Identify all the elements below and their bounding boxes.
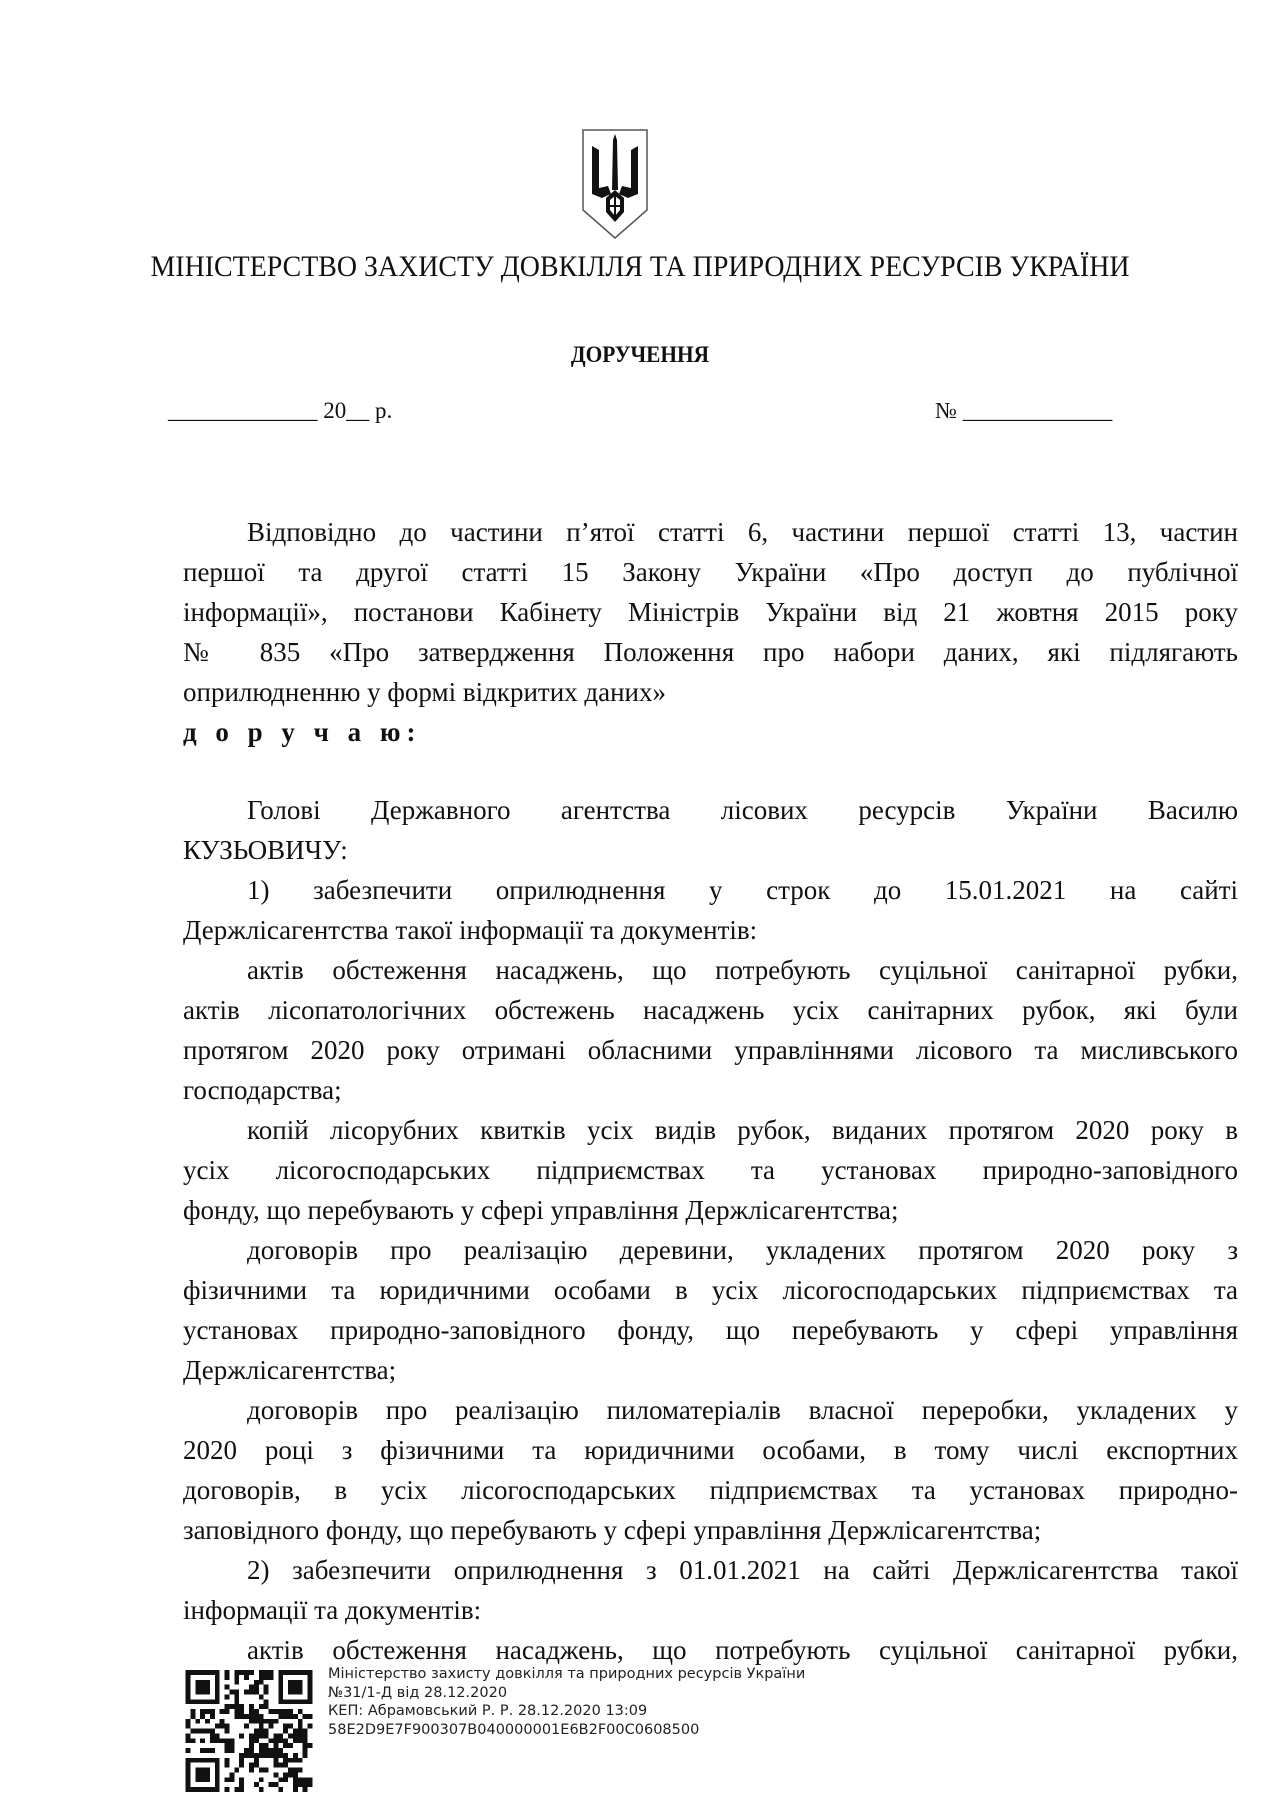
qr-module [210,1729,215,1734]
qr-module [264,1675,269,1680]
document-title: ДОРУЧЕННЯ [570,342,710,367]
body-line: інформації», постанови Кабінету Міністрів України від 21 жовтня 2015 року [183,597,1238,627]
qr-module [234,1768,239,1773]
qr-module [225,1709,230,1714]
qr-module [254,1729,259,1734]
qr-module [239,1733,244,1738]
qr-module [259,1787,264,1792]
qr-module [249,1709,254,1714]
qr-module [186,1738,191,1743]
qr-module [269,1719,274,1724]
qr-module [234,1787,239,1792]
qr-module [303,1748,308,1753]
qr-module [254,1685,259,1690]
qr-module [278,1733,283,1738]
body-line: КУЗЬОВИЧУ: [183,835,348,865]
qr-module [264,1733,269,1738]
qr-module [288,1758,293,1763]
qr-module [273,1748,278,1753]
body-line: копій лісорубних квитків усіх видів рубок, виданих протягом 2020 року в [247,1115,1238,1145]
qr-module [215,1738,220,1743]
qr-module [278,1709,283,1714]
qr-module [303,1738,308,1743]
qr-module [200,1714,205,1719]
qr-module [259,1777,264,1782]
qr-module [273,1719,278,1724]
qr-module [264,1685,269,1690]
qr-module [259,1733,264,1738]
qr-module [234,1694,239,1699]
trident-emblem-icon [580,128,650,240]
qr-module [239,1763,244,1768]
qr-module [288,1709,293,1714]
qr-module [225,1729,230,1734]
qr-module [229,1772,234,1777]
qr-module [264,1768,269,1773]
qr-module [239,1670,244,1675]
qr-module [269,1675,274,1680]
qr-module [254,1719,259,1724]
qr-module [259,1714,264,1719]
qr-module [303,1782,308,1787]
qr-module [186,1719,191,1724]
qr-module [259,1719,264,1724]
ministry-name: МІНІСТЕРСТВО ЗАХИСТУ ДОВКІЛЛЯ ТА ПРИРОДНИХ РЕСУРСІВ УКРАЇНИ [150,250,1130,283]
qr-module [190,1709,195,1714]
qr-module [264,1729,269,1734]
qr-module [278,1738,283,1743]
qr-module [254,1733,259,1738]
qr-module [234,1690,239,1695]
body-line: заповідного фонду, що перебувають у сфері управління Держлісагентства; [183,1515,1042,1545]
qr-module [283,1777,288,1782]
qr-module [249,1714,254,1719]
qr-module [303,1729,308,1734]
body-line: актів обстеження насаджень, що потребують суцільної санітарної рубки, [247,955,1238,985]
qr-module [283,1743,288,1748]
qr-module [254,1680,259,1685]
body-line: актів обстеження насаджень, що потребують суцільної санітарної рубки, [247,1635,1238,1665]
qr-module [239,1758,244,1763]
body-line: актів лісопатологічних обстежень насаджень усіх санітарних рубок, які були [183,995,1238,1025]
qr-module [303,1733,308,1738]
qr-module [278,1748,283,1753]
body-line: № 835 «Про затвердження Положення про набори даних, які підлягають [183,637,1238,667]
qr-module [308,1743,313,1748]
qr-module [229,1704,234,1709]
qr-module [244,1714,249,1719]
qr-module [254,1782,259,1787]
qr-module [225,1763,230,1768]
qr-module [259,1753,264,1758]
qr-module [293,1768,298,1773]
qr-module [249,1670,254,1675]
qr-module [288,1724,293,1729]
qr-module [273,1733,278,1738]
qr-module [195,1729,200,1734]
qr-module [278,1763,283,1768]
qr-module [220,1724,225,1729]
qr-module [249,1768,254,1773]
stamp-organization: Міністерство захисту довкілля та природних ресурсів України [328,1666,806,1682]
qr-module [244,1753,249,1758]
qr-module [283,1729,288,1734]
qr-module [298,1768,303,1773]
qr-module [186,1724,191,1729]
qr-module [293,1753,298,1758]
number-field: № _____________ [935,398,1113,423]
qr-module [254,1763,259,1768]
qr-module [254,1709,259,1714]
qr-module [298,1738,303,1743]
qr-module [298,1777,303,1782]
qr-module [210,1709,215,1714]
qr-module [303,1777,308,1782]
qr-finder [195,1768,210,1783]
body-line: інформації та документів: [183,1595,482,1625]
body-line: усіх лісогосподарських підприємствах та установах природно-заповідного [183,1155,1238,1185]
body-line: Відповідно до частини п’ятої статті 6, частини першої статті 13, частин [247,517,1238,547]
qr-module [298,1733,303,1738]
qr-module [239,1704,244,1709]
qr-module [234,1704,239,1709]
qr-module [269,1748,274,1753]
qr-module [220,1719,225,1724]
qr-module [308,1724,313,1729]
qr-module [293,1772,298,1777]
qr-module [239,1753,244,1758]
qr-module [293,1758,298,1763]
qr-module [190,1729,195,1734]
qr-module [254,1753,259,1758]
qr-module [283,1709,288,1714]
qr-module [278,1714,283,1719]
instruction-word: д о р у ч а ю: [183,717,422,747]
qr-module [205,1729,210,1734]
qr-module [249,1753,254,1758]
qr-module [190,1714,195,1719]
qr-module [239,1714,244,1719]
qr-module [293,1733,298,1738]
qr-module [249,1733,254,1738]
qr-module [298,1724,303,1729]
qr-module [229,1690,234,1695]
qr-finder [195,1680,210,1695]
date-field: _____________ 20__ р. [168,398,393,423]
digital-signature-stamp [328,1665,805,1739]
qr-module [234,1714,239,1719]
qr-module [229,1743,234,1748]
stamp-serial: 58E2D9E7F900307B040000001E6B2F00C0608500 [328,1721,700,1738]
body-line: договорів про реалізацію пиломатеріалів власної переробки, укладених у [247,1395,1238,1425]
qr-module [249,1704,254,1709]
qr-module [288,1743,293,1748]
qr-module [215,1733,220,1738]
qr-module [190,1738,195,1743]
qr-module [200,1748,205,1753]
qr-module [288,1768,293,1773]
qr-finder [288,1680,303,1695]
qr-module [200,1738,205,1743]
body-line: господарства; [183,1075,342,1105]
qr-module [293,1777,298,1782]
qr-module [278,1753,283,1758]
qr-module [264,1670,269,1675]
qr-module [225,1724,230,1729]
qr-module [244,1748,249,1753]
qr-module [303,1787,308,1792]
qr-module [234,1709,239,1714]
qr-module [283,1738,288,1743]
body-line: Держлісагентства такої інформації та документів: [183,915,758,945]
qr-module [259,1729,264,1734]
qr-module [225,1704,230,1709]
qr-module [308,1782,313,1787]
qr-module [269,1709,274,1714]
qr-module [283,1724,288,1729]
qr-module [264,1753,269,1758]
qr-module [298,1719,303,1724]
body-line: Держлісагентства; [183,1355,397,1385]
qr-module [249,1743,254,1748]
body-line: договорів про реалізацію деревини, укладених протягом 2020 року з [247,1235,1238,1265]
qr-module [234,1675,239,1680]
qr-module [259,1680,264,1685]
qr-module [249,1763,254,1768]
qr-module [278,1777,283,1782]
qr-module [259,1743,264,1748]
qr-module [269,1753,274,1758]
stamp-reg-number: №31/1-Д від 28.12.2020 [328,1684,508,1701]
qr-module [215,1724,220,1729]
qr-module [254,1690,259,1695]
qr-module [288,1714,293,1719]
qr-module [225,1777,230,1782]
qr-module [225,1670,230,1675]
qr-module [249,1690,254,1695]
qr-module [273,1772,278,1777]
body-line: 2) забезпечити оприлюднення з 01.01.2021 на сайті Держлісагентства такої [247,1555,1238,1585]
qr-module [259,1694,264,1699]
body-line: фонду, що перебувають у сфері управління Держлісагентства; [183,1195,899,1225]
body-line: протягом 2020 року отримані обласними управліннями лісового та мисливського [183,1035,1238,1065]
qr-module [186,1733,191,1738]
qr-module [264,1719,269,1724]
qr-module [259,1748,264,1753]
qr-module [293,1782,298,1787]
qr-module [264,1743,269,1748]
qr-module [288,1733,293,1738]
qr-module [264,1748,269,1753]
qr-code-icon [184,1670,314,1792]
qr-module [225,1675,230,1680]
qr-module [210,1748,215,1753]
qr-module [239,1709,244,1714]
qr-module [269,1670,274,1675]
qr-module [205,1719,210,1724]
qr-module [293,1738,298,1743]
qr-module [244,1670,249,1675]
qr-module [220,1709,225,1714]
qr-module [288,1772,293,1777]
body-line: договорів, в усіх лісогосподарських підприємствах та установах природно- [183,1475,1238,1505]
qr-module [259,1724,264,1729]
qr-module [210,1733,215,1738]
qr-module [254,1714,259,1719]
body-line: 2020 році з фізичними та юридичними особами, в тому числі експортних [183,1435,1238,1465]
qr-module [283,1714,288,1719]
qr-module [205,1709,210,1714]
qr-module [249,1685,254,1690]
qr-module [220,1738,225,1743]
qr-module [200,1729,205,1734]
qr-module [239,1782,244,1787]
qr-module [298,1758,303,1763]
qr-module [269,1724,274,1729]
qr-module [234,1670,239,1675]
qr-module [283,1772,288,1777]
qr-module [269,1738,274,1743]
qr-module [278,1787,283,1792]
qr-module [293,1729,298,1734]
qr-module [303,1743,308,1748]
qr-module [249,1748,254,1753]
body-line: фізичними та юридичними особами в усіх лісогосподарських підприємствах та [183,1275,1238,1305]
qr-module [254,1758,259,1763]
qr-module [298,1729,303,1734]
qr-module [303,1714,308,1719]
qr-module [293,1787,298,1792]
body-line: 1) забезпечити оприлюднення у строк до 15.01.2021 на сайті [247,875,1238,905]
qr-module [244,1675,249,1680]
qr-module [195,1719,200,1724]
qr-module [273,1743,278,1748]
stamp-signature: КЕП: Абрамовський Р. Р. 28.12.2020 13:09 [328,1703,648,1719]
qr-module [186,1748,191,1753]
qr-module [293,1714,298,1719]
qr-module [259,1675,264,1680]
qr-module [239,1777,244,1782]
qr-module [234,1699,239,1704]
qr-module [229,1748,234,1753]
qr-module [308,1714,313,1719]
qr-module [259,1768,264,1773]
qr-module [225,1748,230,1753]
qr-module [225,1738,230,1743]
qr-module [225,1685,230,1690]
qr-module [205,1748,210,1753]
qr-module [234,1680,239,1685]
qr-module [303,1753,308,1758]
qr-module [259,1670,264,1675]
qr-module [283,1758,288,1763]
qr-module [259,1704,264,1709]
qr-module [273,1782,278,1787]
qr-module [244,1690,249,1695]
qr-module [308,1777,313,1782]
qr-module [283,1753,288,1758]
qr-module [264,1699,269,1704]
qr-module [225,1758,230,1763]
qr-module [225,1743,230,1748]
body-line: першої та другої статті 15 Закону України «Про доступ до публічної [183,557,1238,587]
qr-module [229,1777,234,1782]
qr-module [249,1719,254,1724]
qr-module [239,1787,244,1792]
qr-module [298,1782,303,1787]
qr-module [273,1709,278,1714]
qr-module [264,1704,269,1709]
qr-module [210,1714,215,1719]
qr-module [249,1738,254,1743]
qr-module [225,1694,230,1699]
qr-module [264,1690,269,1695]
qr-module [225,1787,230,1792]
qr-module [273,1738,278,1743]
qr-module [269,1782,274,1787]
qr-module [229,1738,234,1743]
qr-module [273,1763,278,1768]
body-line: установах природно-заповідного фонду, що перебувають у сфері управління [183,1315,1238,1345]
qr-module [254,1738,259,1743]
qr-module [298,1709,303,1714]
qr-module [244,1724,249,1729]
qr-module [273,1753,278,1758]
qr-module [210,1738,215,1743]
body-line: Голові Державного агентства лісових ресурсів України Василю [247,795,1238,825]
qr-module [273,1758,278,1763]
qr-module [200,1709,205,1714]
qr-module [283,1763,288,1768]
body-line: оприлюдненню у формі відкритих даних» [183,677,667,707]
